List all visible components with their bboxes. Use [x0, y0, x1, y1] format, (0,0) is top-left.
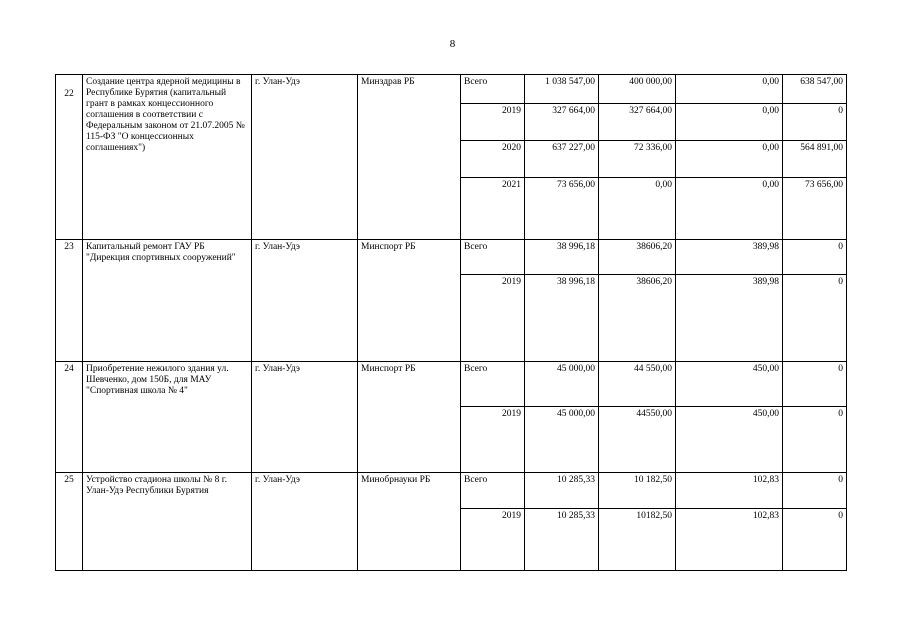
amount-federal: 327 664,00	[599, 104, 676, 141]
table-row	[56, 240, 847, 275]
amount-other: 0	[783, 240, 847, 275]
project-location: г. Улан-Удэ	[252, 75, 358, 240]
amount-regional: 0,00	[676, 104, 783, 141]
page-number: 8	[449, 38, 456, 50]
amount-other: 0	[783, 362, 847, 407]
responsible-department: Минздрав РБ	[358, 75, 461, 240]
project-name: Приобретение нежилого здания ул. Шевченко, дом 150Б, для МАУ "Спортивная школа № 4"	[83, 362, 252, 473]
amount-other: 0	[783, 509, 847, 571]
row-number: 23	[56, 240, 83, 362]
amount-federal: 400 000,00	[599, 75, 676, 104]
table-row	[56, 473, 847, 509]
amount-regional: 389,98	[676, 240, 783, 275]
project-name: Создание центра ядерной медицины в Республике Бурятия (капитальный грант в рамках концессионного соглашения в соответствии с Федеральным законом от 21.07.2005 № 115-ФЗ "О концессионных соглашениях")	[83, 75, 252, 240]
responsible-department: Минобрнауки РБ	[358, 473, 461, 571]
amount-other: 73 656,00	[783, 178, 847, 240]
amount-other: 0	[783, 104, 847, 141]
year-label: 2020	[461, 141, 525, 178]
row-number: 22	[56, 75, 83, 240]
year-label: Всего	[461, 75, 525, 104]
amount-regional: 0,00	[676, 75, 783, 104]
amount-regional: 450,00	[676, 407, 783, 473]
amount-regional: 102,83	[676, 473, 783, 509]
budget-table	[55, 74, 847, 571]
amount-total: 73 656,00	[525, 178, 599, 240]
project-name: Устройство стадиона школы № 8 г. Улан-Удэ Республики Бурятия	[83, 473, 252, 571]
amount-other: 0	[783, 473, 847, 509]
project-location: г. Улан-Удэ	[252, 473, 358, 571]
amount-total: 38 996,18	[525, 275, 599, 362]
row-number: 24	[56, 362, 83, 473]
year-label: 2019	[461, 509, 525, 571]
project-location: г. Улан-Удэ	[252, 362, 358, 473]
amount-other: 638 547,00	[783, 75, 847, 104]
amount-regional: 389,98	[676, 275, 783, 362]
amount-federal: 44550,00	[599, 407, 676, 473]
amount-regional: 102,83	[676, 509, 783, 571]
row-number: 25	[56, 473, 83, 571]
project-location: г. Улан-Удэ	[252, 240, 358, 362]
amount-total: 327 664,00	[525, 104, 599, 141]
amount-regional: 450,00	[676, 362, 783, 407]
amount-total: 45 000,00	[525, 407, 599, 473]
amount-total: 10 285,33	[525, 473, 599, 509]
year-label: Всего	[461, 240, 525, 275]
amount-total: 637 227,00	[525, 141, 599, 178]
amount-regional: 0,00	[676, 178, 783, 240]
table-row	[56, 362, 847, 407]
amount-total: 1 038 547,00	[525, 75, 599, 104]
amount-federal: 44 550,00	[599, 362, 676, 407]
amount-total: 45 000,00	[525, 362, 599, 407]
amount-federal: 0,00	[599, 178, 676, 240]
amount-total: 10 285,33	[525, 509, 599, 571]
amount-federal: 38606,20	[599, 240, 676, 275]
amount-other: 0	[783, 275, 847, 362]
amount-other: 0	[783, 407, 847, 473]
year-label: 2019	[461, 104, 525, 141]
project-name: Капитальный ремонт ГАУ РБ "Дирекция спортивных сооружений"	[83, 240, 252, 362]
year-label: 2019	[461, 407, 525, 473]
amount-federal: 72 336,00	[599, 141, 676, 178]
year-label: 2019	[461, 275, 525, 362]
amount-federal: 10 182,50	[599, 473, 676, 509]
table-row	[56, 75, 847, 104]
year-label: 2021	[461, 178, 525, 240]
year-label: Всего	[461, 473, 525, 509]
amount-other: 564 891,00	[783, 141, 847, 178]
year-label: Всего	[461, 362, 525, 407]
amount-regional: 0,00	[676, 141, 783, 178]
responsible-department: Минспорт РБ	[358, 240, 461, 362]
responsible-department: Минспорт РБ	[358, 362, 461, 473]
amount-total: 38 996,18	[525, 240, 599, 275]
amount-federal: 38606,20	[599, 275, 676, 362]
amount-federal: 10182,50	[599, 509, 676, 571]
